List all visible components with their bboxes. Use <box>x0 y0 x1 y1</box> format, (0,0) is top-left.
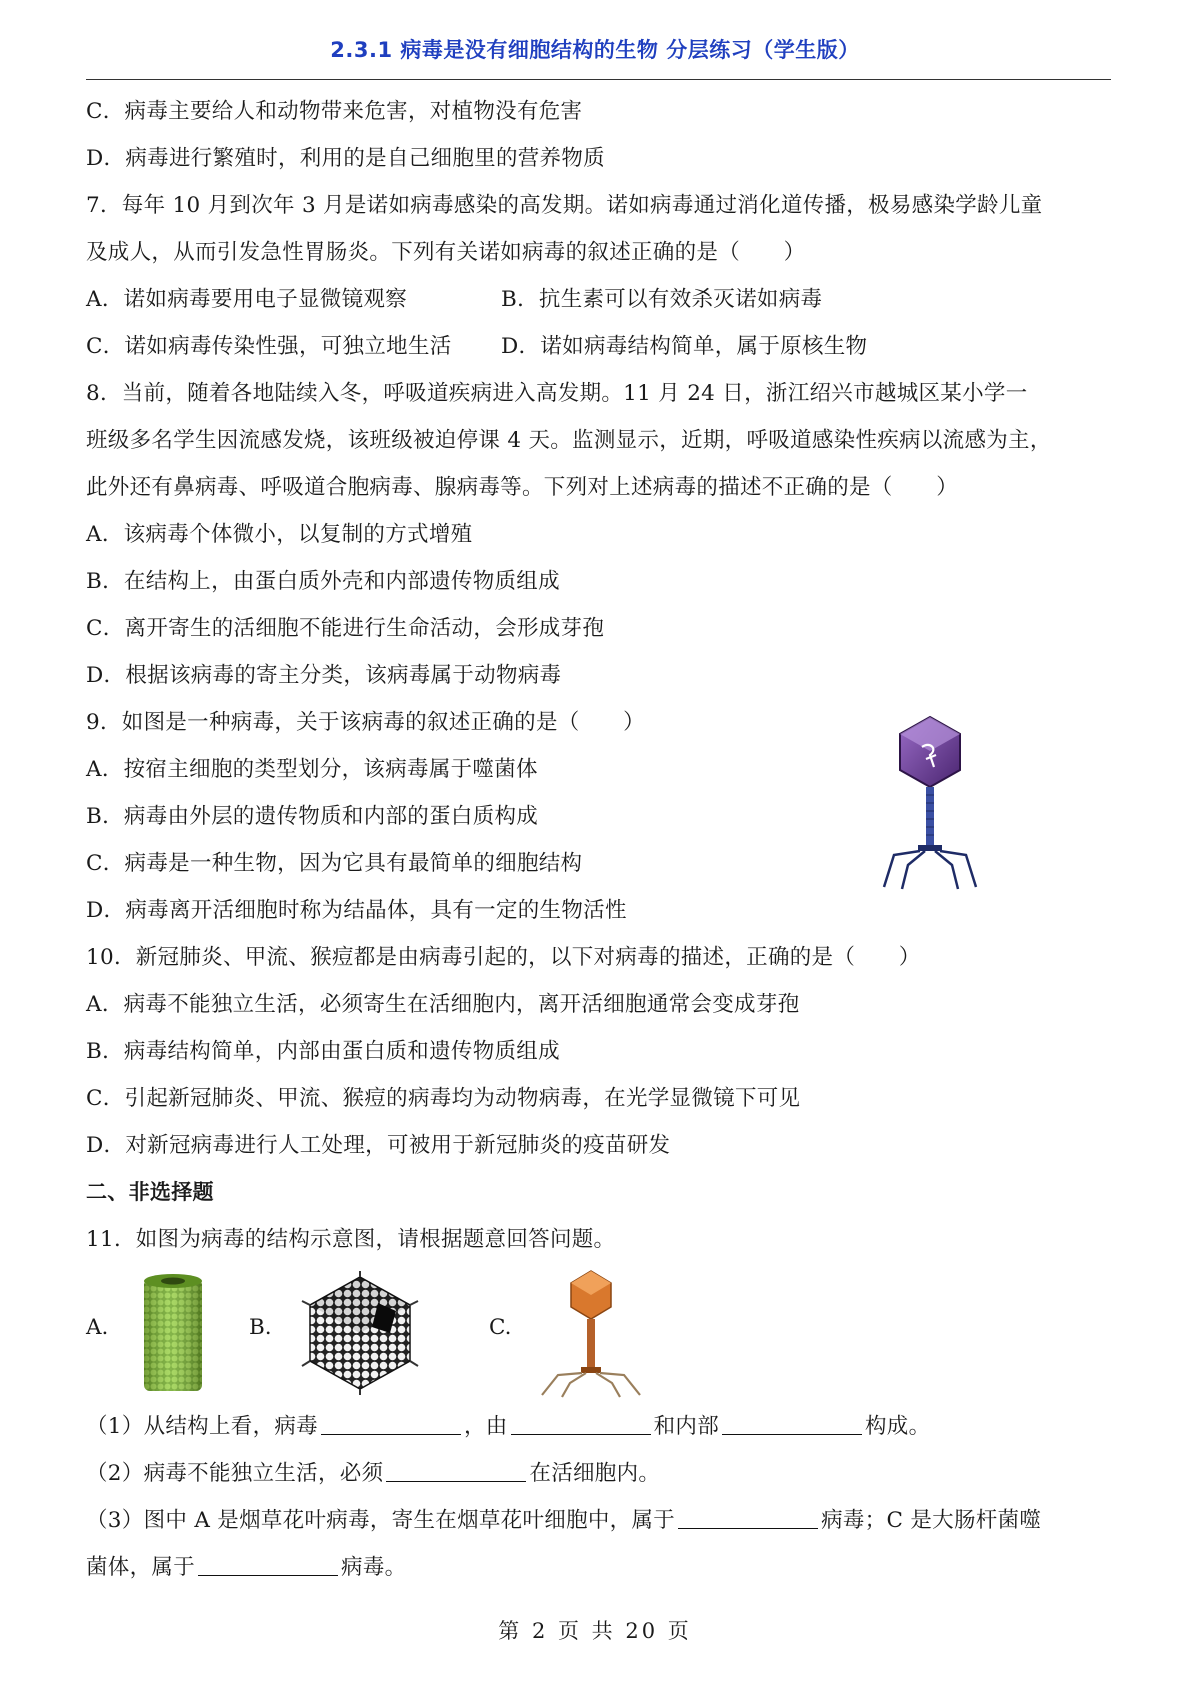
q8-stem-3: 此外还有鼻病毒、呼吸道合胞病毒、腺病毒等。下列对上述病毒的描述不正确的是（ ） <box>86 475 959 500</box>
q10-stem: 10．新冠肺炎、甲流、猴痘都是由病毒引起的，以下对病毒的描述，正确的是（ ） <box>86 945 921 970</box>
q8-stem-2: 班级多名学生因流感发烧，该班级被迫停课 4 天。监测显示，近期，呼吸道感染性疾病以流感为主， <box>86 428 1052 453</box>
q7-option-b: B．抗生素可以有效杀灭诺如病毒 <box>501 287 823 312</box>
q7-options-ab <box>86 276 1116 323</box>
q9-option-b: B．病毒由外层的遗传物质和内部的蛋白质构成 <box>86 804 539 829</box>
q11-3-text-a: （3）图中 A 是烟草花叶病毒，寄生在烟草花叶细胞中，属于 <box>86 1508 676 1533</box>
answer-blank-6[interactable] <box>198 1555 338 1576</box>
q7-option-c: C．诺如病毒传染性强，可独立地生活 <box>86 334 452 359</box>
q9-option-a: A．按宿主细胞的类型划分，该病毒属于噬菌体 <box>86 757 538 782</box>
q11-1-text-c: 和内部 <box>653 1414 719 1439</box>
q6-option-d: D．病毒进行繁殖时，利用的是自己细胞里的营养物质 <box>86 146 605 171</box>
answer-blank-4[interactable] <box>386 1461 526 1482</box>
q11-2-text-a: （2）病毒不能独立生活，必须 <box>86 1461 384 1486</box>
q10-option-a: A．病毒不能独立生活，必须寄生在活细胞内，离开活细胞通常会变成芽孢 <box>86 992 800 1017</box>
q11-stem: 11．如图为病毒的结构示意图，请根据题意回答问题。 <box>86 1227 616 1252</box>
q11-3-text-c: 菌体，属于 <box>86 1555 196 1580</box>
figure-label-c: C. <box>489 1315 512 1340</box>
q8-stem-1: 8．当前，随着各地陆续入冬，呼吸道疾病进入高发期。11 月 24 日，浙江绍兴市越城区某小学一 <box>86 381 1028 406</box>
q11-sub-2 <box>86 1450 1116 1497</box>
q11-1-text-a: （1）从结构上看，病毒 <box>86 1414 318 1439</box>
q8-option-a: A．该病毒个体微小，以复制的方式增殖 <box>86 522 473 547</box>
figure-label-b: B. <box>249 1315 272 1340</box>
q11-3-text-b: 病毒；C 是大肠杆菌噬 <box>821 1508 1042 1533</box>
answer-blank-1[interactable] <box>321 1414 461 1435</box>
q9-option-c: C．病毒是一种生物，因为它具有最简单的细胞结构 <box>86 851 583 876</box>
answer-blank-3[interactable] <box>722 1414 862 1435</box>
q10-option-b: B．病毒结构简单，内部由蛋白质和遗传物质组成 <box>86 1039 560 1064</box>
q9-option-d: D．病毒离开活细胞时称为结晶体，具有一定的生物活性 <box>86 898 627 923</box>
q11-1-text-b: ，由 <box>463 1414 508 1439</box>
figure-label-a: A. <box>86 1315 109 1340</box>
q9-stem: 9．如图是一种病毒，关于该病毒的叙述正确的是（ ） <box>86 710 645 735</box>
page-footer: 第 2 页 共 20 页 <box>498 1619 692 1643</box>
q6-option-c: C．病毒主要给人和动物带来危害，对植物没有危害 <box>86 99 583 124</box>
q8-option-b: B．在结构上，由蛋白质外壳和内部遗传物质组成 <box>86 569 560 594</box>
q11-sub-3 <box>86 1497 1116 1544</box>
section-heading-nonchoice: 二、非选择题 <box>86 1180 214 1204</box>
q11-figure-row <box>86 1269 1116 1399</box>
q10-option-c: C．引起新冠肺炎、甲流、猴痘的病毒均为动物病毒，在光学显微镜下可见 <box>86 1086 801 1111</box>
header-rule <box>86 79 1111 80</box>
q7-option-a: A．诺如病毒要用电子显微镜观察 <box>86 287 408 312</box>
q11-1-text-d: 构成。 <box>865 1414 931 1439</box>
bacteriophage-c-illustration <box>536 1269 646 1399</box>
q8-option-d: D．根据该病毒的寄主分类，该病毒属于动物病毒 <box>86 663 562 688</box>
answer-blank-5[interactable] <box>678 1508 818 1529</box>
bacteriophage-q9-illustration <box>880 715 980 890</box>
q8-option-c: C．离开寄生的活细胞不能进行生命活动，会形成芽孢 <box>86 616 605 641</box>
q10-option-d: D．对新冠病毒进行人工处理，可被用于新冠肺炎的疫苗研发 <box>86 1133 671 1158</box>
q7-options-cd <box>86 323 1116 370</box>
adenovirus-illustration <box>298 1271 423 1396</box>
answer-blank-2[interactable] <box>511 1414 651 1435</box>
q7-option-d: D．诺如病毒结构简单，属于原核生物 <box>501 334 868 359</box>
q11-sub-1 <box>86 1403 1116 1450</box>
q11-sub-3-cont <box>86 1544 1116 1591</box>
q11-3-text-d: 病毒。 <box>341 1555 407 1580</box>
q11-2-text-b: 在活细胞内。 <box>529 1461 661 1486</box>
q7-stem-1: 7．每年 10 月到次年 3 月是诺如病毒感染的高发期。诺如病毒通过消化道传播，极易感染学龄儿童 <box>86 193 1043 218</box>
q7-stem-2: 及成人，从而引发急性胃肠炎。下列有关诺如病毒的叙述正确的是（ ） <box>86 240 806 265</box>
page-header-title: 2.3.1 病毒是没有细胞结构的生物 分层练习（学生版） <box>330 38 860 62</box>
tmv-virus-illustration <box>136 1271 211 1396</box>
